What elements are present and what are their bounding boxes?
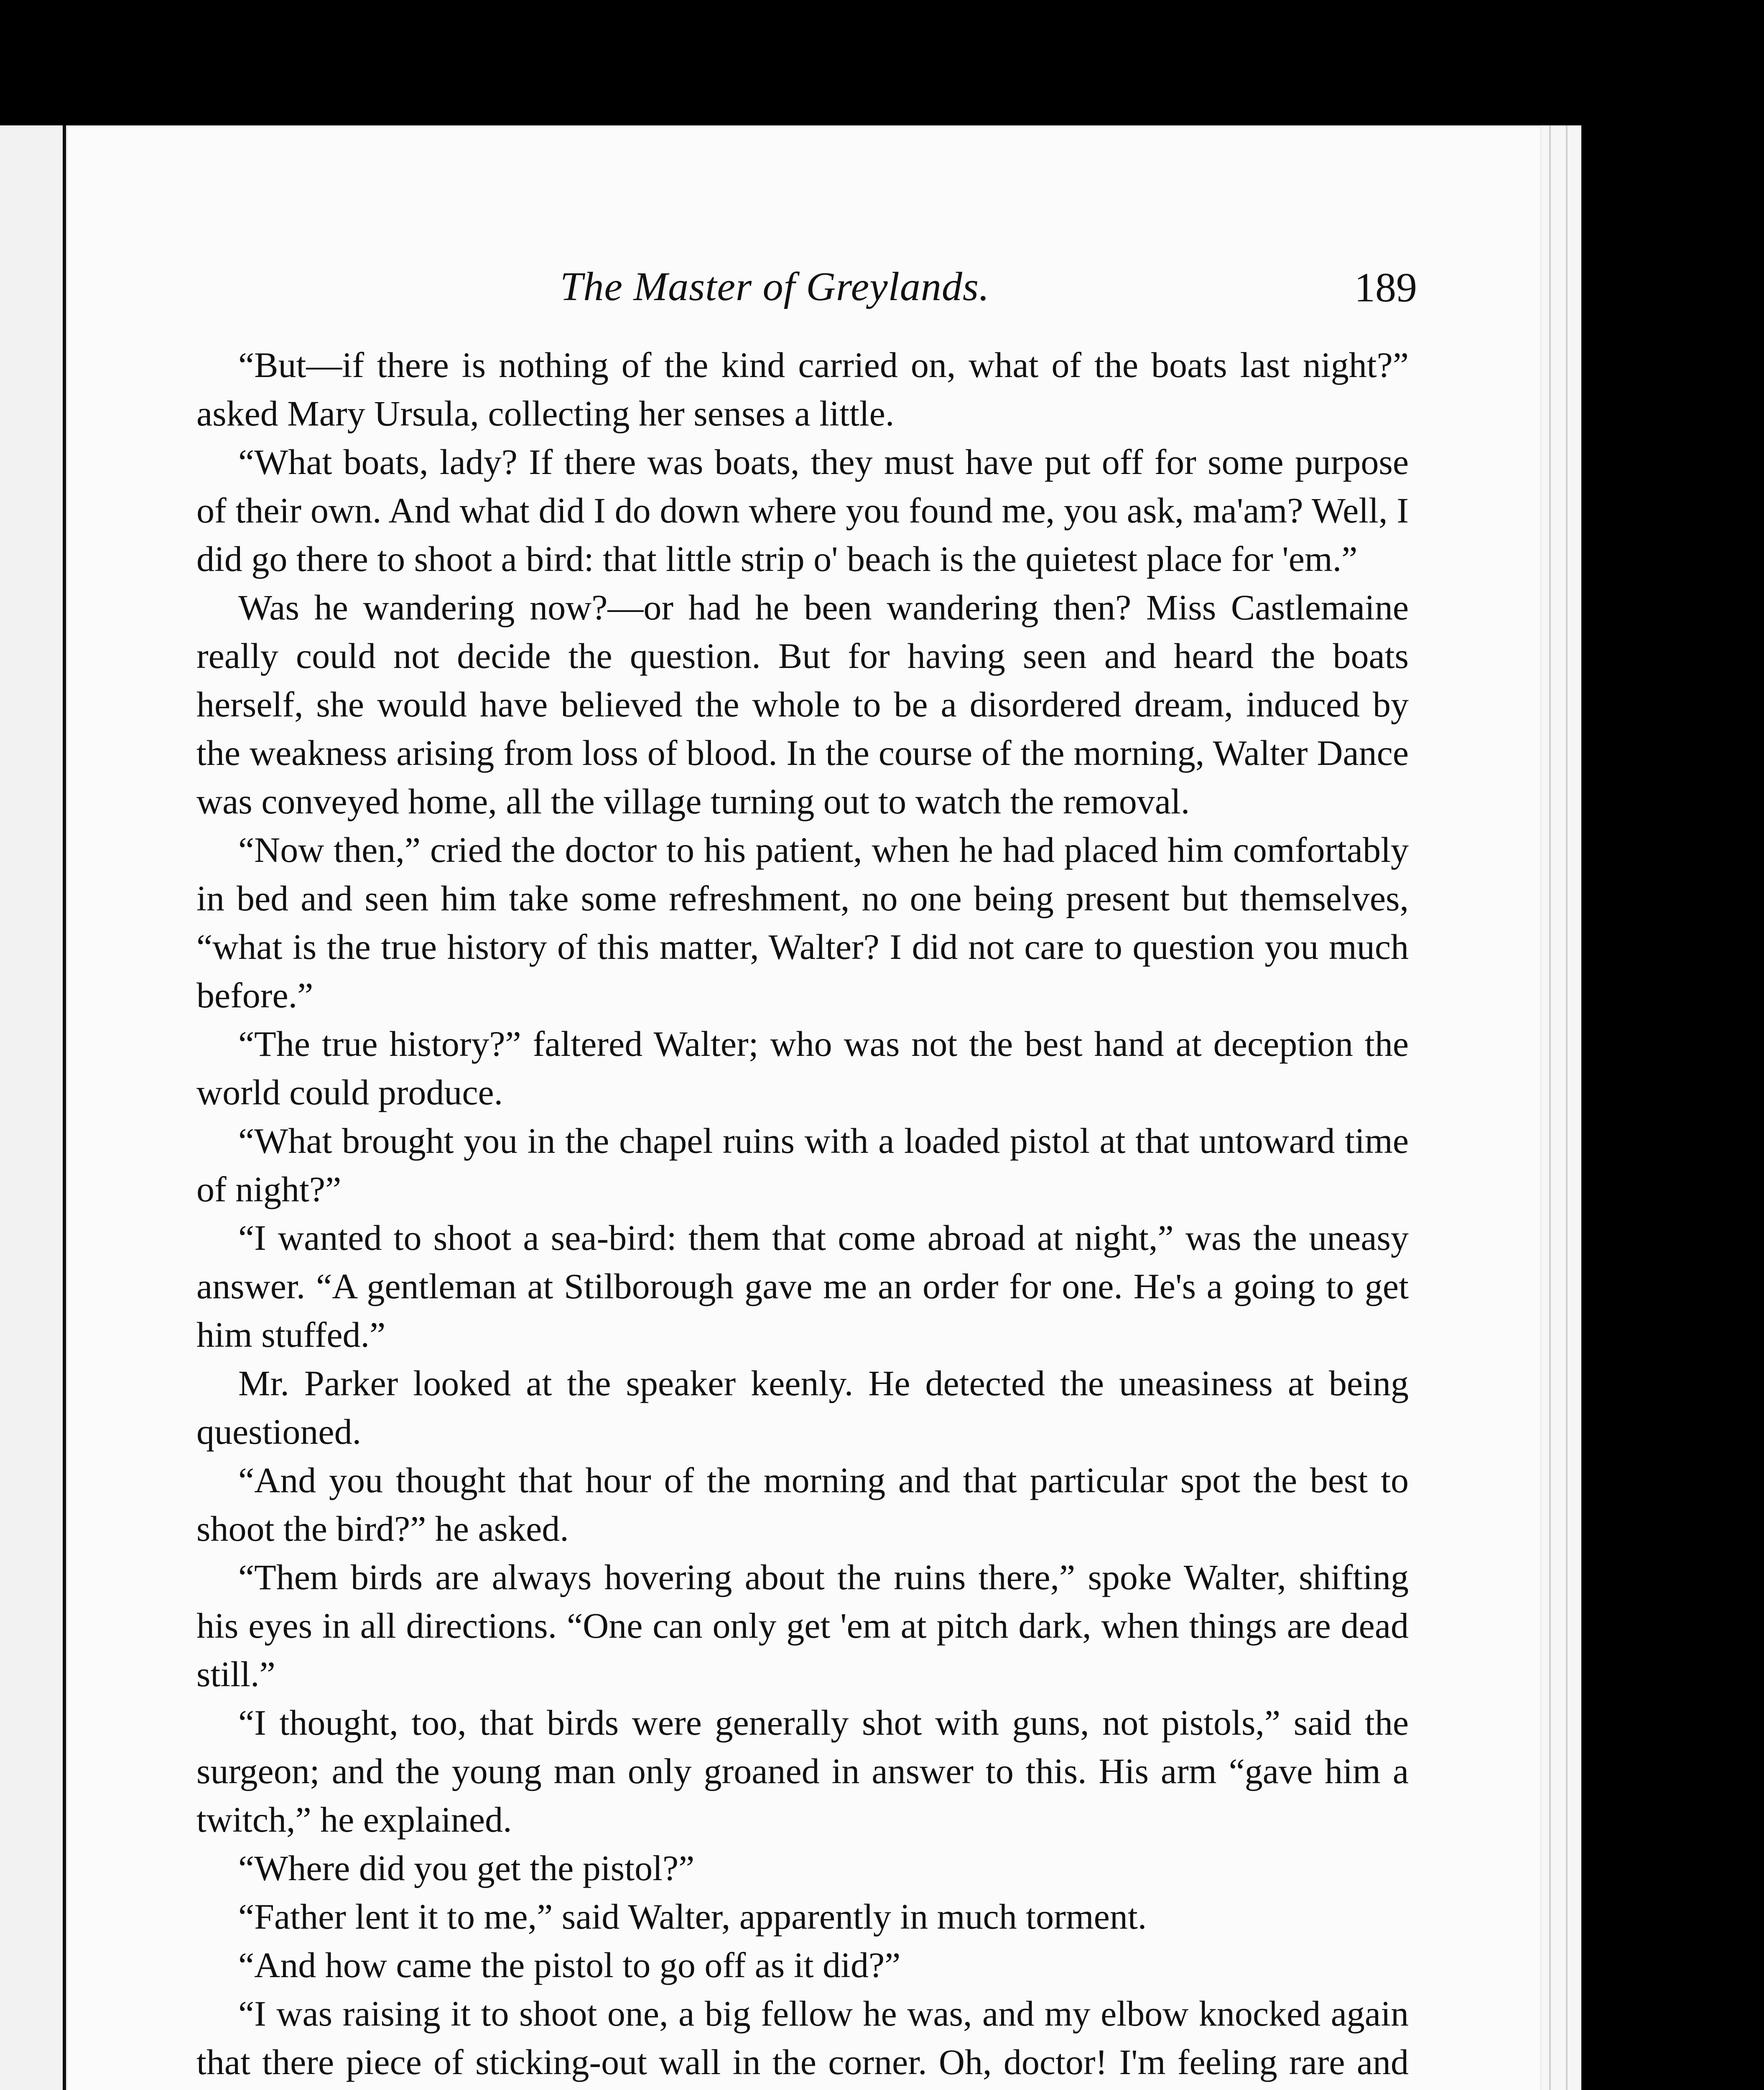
paragraph: “The true history?” faltered Walter; who was not the best hand at deception the world could produce. [196,1024,1409,1112]
paragraph: “Now then,” cried the doctor to his patient, when he had placed him comfortably in bed and seen him take some refreshment, no one being present but themselves, “what is the true history of this matter, Walter? I did not care to question you much before.” [196,830,1409,1015]
page-number: 189 [1354,264,1417,311]
running-head [560,263,1417,322]
paragraph: “I wanted to shoot a sea-bird: them that come abroad at night,” was the uneasy answer. “A gentleman at Stilborough gave me an order for one. He's a going to get him stuffed.” [196,1218,1409,1355]
paragraph: Was he wandering now?—or had he been wandering then? Miss Castlemaine really could not decide the question. But for having seen and heard the boats herself, she would have believed the whole to be a disordered dream, induced by the weakness arising from loss of blood. In the course of the morning, Walter Dance was conveyed home, all the village turning out to watch the removal. [196,587,1409,821]
paragraph: “I was raising it to shoot one, a big fellow he was, and my elbow knocked again that there piece of sticking-out wall in the corner. Oh, doctor! I'm feeling rare and [196,1993,1409,2082]
paragraph: “But—if there is nothing of the kind carried on, what of the boats last night?” asked Mary Ursula, collecting her senses a little. [196,345,1409,433]
paragraph: “What boats, lady? If there was boats, they must have put off for some purpose of their own. And what did I do down where you found me, you ask, ma'am? Well, I did go there to shoot a bird: that little strip o' beach is the quietest place for 'em.” [196,442,1409,579]
paragraph: Mr. Parker looked at the speaker keenly. He detected the uneasiness at being questioned. [196,1363,1409,1452]
paragraph: “And how came the pistol to go off as it did?” [238,1945,901,1985]
paragraph: “I thought, too, that birds were generally shot with guns, not pistols,” said the surgeon; and the young man only groaned in answer to this. His arm “gave him a twitch,” he explained. [196,1703,1409,1840]
paragraph: “Father lent it to me,” said Walter, apparently in much torment. [238,1896,1147,1937]
paragraph: “And you thought that hour of the morning and that particular spot the best to shoot the bird?” he asked. [196,1460,1409,1549]
left-page-edge [0,125,67,2090]
paragraph: “Where did you get the pistol?” [238,1848,695,1888]
paragraph: “Them birds are always hovering about the ruins there,” spoke Walter, shifting his eyes in all directions. “One can only get 'em at pitch dark, when things are dead still.” [196,1557,1409,1694]
page-stack-edge [1542,125,1581,2090]
paragraph: “What brought you in the chapel ruins with a loaded pistol at that untoward time of night?” [196,1121,1409,1209]
running-title: The Master of Greylands. [560,264,990,309]
body-text [196,341,1409,2090]
